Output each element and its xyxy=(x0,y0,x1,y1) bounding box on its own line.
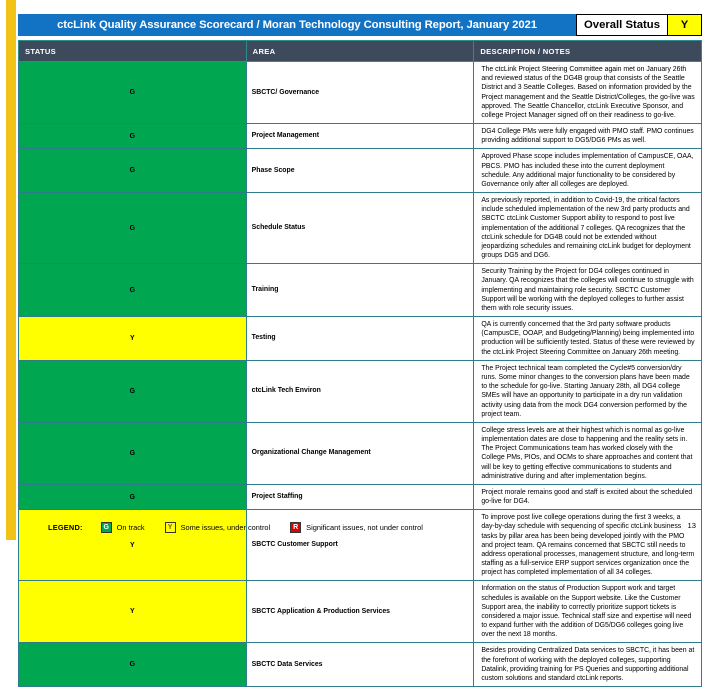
description-notes: Approved Phase scope includes implementation of CampusCE, OAA, PBCS. PMO has included these into the current deployment schedule. Any additional major functionality to be considered by Governance only after all colleges are deployed. xyxy=(474,149,702,193)
description-notes: As previously reported, in addition to Covid-19, the critical factors include scheduled implementation of the new 3rd party products and SBCTC ctcLink Customer Support ability to respond to post live implementation of the additional 7 colleges. QA recognizes that the ctcLink schedule for DG4B could not be extended without jeopardizing schedules and remaining ctcLink budget for deployment groups DG5 and DG6. xyxy=(474,193,702,264)
description-notes: To improve post live college operations during the first 3 weeks, a day-by-day schedule with sequencing of specific ctcLink business tasks by pillar area has been being developed jointly with the PMO and project team. QA remains concerned that SBCTC still needs to address operational processes, management structure, and long-term staffing as a full-service ERP support services organization once the project has completed implementation of all 34 colleges. xyxy=(474,510,702,581)
table-row xyxy=(19,149,702,193)
status-badge: G xyxy=(19,484,247,509)
table-row xyxy=(19,193,702,264)
table-row xyxy=(19,484,702,509)
description-notes: DG4 College PMs were fully engaged with PMO staff. PMO continues providing additional support to DG5/DG6 PMs as well. xyxy=(474,124,702,149)
page-number: 13 xyxy=(687,521,696,530)
table-row xyxy=(19,643,702,687)
status-badge: G xyxy=(19,360,247,422)
decorative-left-stripe xyxy=(6,0,16,540)
column-header-description: DESCRIPTION / NOTES xyxy=(474,41,702,62)
status-badge: G xyxy=(19,643,247,687)
legend-label-red: Significant issues, not under control xyxy=(306,522,423,532)
area-label: Project Management xyxy=(246,124,474,149)
area-label: SBCTC Customer Support xyxy=(246,510,474,581)
description-notes: Project morale remains good and staff is excited about the scheduled go-live for DG4. xyxy=(474,484,702,509)
area-label: SBCTC Data Services xyxy=(246,643,474,687)
table-row xyxy=(19,360,702,422)
description-notes: Information on the status of Production Support work and target schedules is available on the Support website. Like the Customer Support area, the inability to correctly prioritize support tickets is considered a major issue. Technical staff size and expertise will need to expand further with the addition of DG5/DG6 colleges going live over the next 18 months. xyxy=(474,581,702,643)
description-notes: The Project technical team completed the Cycle#5 conversion/dry runs. Some minor changes to the conversion plans have been made to the schedule for go-live. Starting January 28th, all DG4 college SMEs will have an opportunity to participate in a dry run validation activity using data from the mock DG4 conversion performed by the project team. xyxy=(474,360,702,422)
status-badge: G xyxy=(19,124,247,149)
status-badge: Y xyxy=(19,317,247,361)
status-badge: Y xyxy=(19,581,247,643)
area-label: SBCTC Application & Production Services xyxy=(246,581,474,643)
scorecard-title-bar xyxy=(18,14,702,36)
description-notes: QA is currently concerned that the 3rd party software products (CampusCE, OOAP, and Budgeting/Planning) being implemented into production will be sufficiently tested. Status of these were reviewed by the ctcLink Project Steering Committee on January 26th meeting. xyxy=(474,317,702,361)
description-notes: Security Training by the Project for DG4 colleges continued in January. QA recognizes that the colleges will continue to struggle with implementing and maintaining role security. SBCTC Customer Support will be working with the deployed colleges to further assist them with role security issues. xyxy=(474,264,702,317)
area-label: Project Staffing xyxy=(246,484,474,509)
status-badge: G xyxy=(19,264,247,317)
overall-status-label: Overall Status xyxy=(576,14,668,36)
status-badge: G xyxy=(19,193,247,264)
area-label: Testing xyxy=(246,317,474,361)
area-label: SBCTC/ Governance xyxy=(246,62,474,124)
scorecard-table xyxy=(18,40,702,687)
legend-item-yellow xyxy=(165,522,271,533)
table-row xyxy=(19,422,702,484)
table-row xyxy=(19,317,702,361)
overall-status-badge: Y xyxy=(668,14,702,36)
column-header-status: STATUS xyxy=(19,41,247,62)
legend-title: LEGEND: xyxy=(48,522,83,532)
column-header-area: AREA xyxy=(246,41,474,62)
area-label: Training xyxy=(246,264,474,317)
legend xyxy=(18,519,702,535)
slide-content xyxy=(18,0,702,682)
legend-item-green xyxy=(101,522,145,533)
scorecard-body xyxy=(19,62,702,687)
description-notes: The ctcLink Project Steering Committee again met on January 26th and reviewed status of the DG4B group that consists of the Seattle District and 3 Seattle Colleges. Based on information provided by the Project management and the Seattle District/Colleges, the go-live was approved. The Seattle Chancellor, ctcLink Executive Sponsor, and college Project Manager signed off on their readiness to go-live. xyxy=(474,62,702,124)
status-badge: G xyxy=(19,422,247,484)
legend-label-green: On track xyxy=(116,522,145,532)
page-title: ctcLink Quality Assurance Scorecard / Moran Technology Consulting Report, January 2021 xyxy=(18,14,576,36)
area-label: ctcLink Tech Environ xyxy=(246,360,474,422)
area-label: Phase Scope xyxy=(246,149,474,193)
table-row xyxy=(19,62,702,124)
legend-item-red xyxy=(290,522,423,533)
description-notes: College stress levels are at their highest which is normal as go-live implementation dates are close to happening and the reality sets in. The Project Communications team has worked closely with the College PMs, PIOs, and OCMs to share approaches and content that will be key to getting effective communications to students and administrative during and after implementation begins. xyxy=(474,422,702,484)
legend-chip-red: R xyxy=(290,522,301,533)
table-header-row xyxy=(19,41,702,62)
area-label: Organizational Change Management xyxy=(246,422,474,484)
status-badge: G xyxy=(19,62,247,124)
description-notes: Besides providing Centralized Data services to SBCTC, it has been at the forefront of working with the deployed colleges, supporting Datalink, providing training for PS Queries and supporting additional custom solutions and standard ctcLink reports. xyxy=(474,643,702,687)
legend-label-yellow: Some issues, under control xyxy=(180,522,271,532)
table-row xyxy=(19,264,702,317)
area-label: Schedule Status xyxy=(246,193,474,264)
legend-chip-yellow: Y xyxy=(165,522,176,533)
status-badge: Y xyxy=(19,510,247,581)
table-row xyxy=(19,581,702,643)
table-row xyxy=(19,124,702,149)
status-badge: G xyxy=(19,149,247,193)
legend-chip-green: G xyxy=(101,522,112,533)
